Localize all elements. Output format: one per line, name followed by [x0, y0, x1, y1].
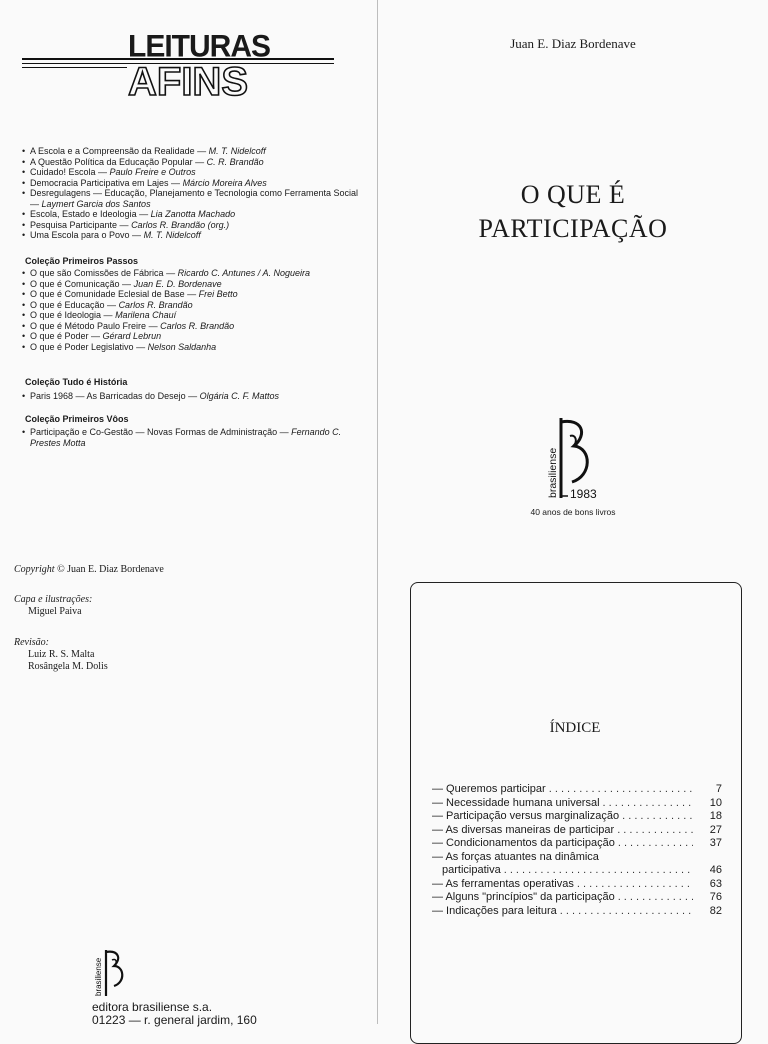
- book-title: Escola, Estado e Ideologia —: [30, 209, 151, 219]
- book-author: Lia Zanotta Machado: [150, 209, 236, 219]
- list-item: [22, 167, 362, 178]
- toc-row: [432, 878, 722, 892]
- book-title: A Escola e a Compreensão da Realidade —: [30, 146, 209, 156]
- cover-name: Miguel Paiva: [28, 606, 82, 617]
- list-item: [22, 310, 362, 321]
- book-author: Carlos R. Brandão: [160, 320, 235, 331]
- revision-credit: [14, 637, 108, 673]
- revision-name: Luiz R. S. Malta: [28, 649, 95, 660]
- book-author: Gérard Lebrun: [102, 331, 162, 341]
- book-author: Laymert Garcia dos Santos: [41, 198, 151, 209]
- list-item: [22, 209, 362, 220]
- book-author: Paulo Freire e Outros: [109, 167, 196, 177]
- book-title: Uma Escola para o Povo —: [30, 230, 144, 240]
- list-item: [22, 146, 362, 157]
- book-author: Marilena Chauí: [115, 310, 177, 320]
- list-item: [22, 178, 362, 189]
- book-author: Carlos R. Brandão: [118, 299, 193, 310]
- list-item: [22, 331, 362, 342]
- toc-leader-dots: [618, 837, 693, 849]
- book-author: Juan E. D. Bordenave: [133, 278, 222, 289]
- toc-page-number: 27: [709, 823, 722, 836]
- toc-page-number: 18: [709, 810, 722, 822]
- toc-page-number: 63: [709, 877, 722, 890]
- toc-row: [432, 783, 722, 797]
- toc-page-number: 76: [709, 891, 722, 903]
- book-author: Carlos R. Brandão (org.): [131, 219, 230, 230]
- toc-row: [432, 851, 722, 865]
- list-item: [22, 289, 362, 300]
- section-heading: Coleção Primeiros Passos: [25, 256, 139, 266]
- logo-word: brasiliense: [547, 447, 559, 498]
- book-author: Juan E. Diaz Bordenave: [510, 36, 636, 51]
- toc-entry-title: — Participação versus marginalização: [432, 810, 620, 822]
- publisher-tagline: 40 anos de bons livros: [530, 507, 616, 517]
- toc-leader-dots: [504, 864, 693, 876]
- brasiliense-logo-mark: [94, 950, 122, 996]
- revision-label: Revisão:: [14, 637, 49, 648]
- toc-row: [432, 891, 722, 905]
- toc-entry-title: — Alguns "princípios" da participação: [432, 891, 615, 903]
- toc-page-number: 82: [709, 904, 722, 917]
- toc-leader-dots: [603, 797, 693, 809]
- index-heading: ÍNDICE: [549, 720, 601, 736]
- book-title: Pesquisa Participante —: [30, 219, 132, 230]
- toc-entry-title: — As ferramentas operativas: [432, 877, 574, 890]
- book-title: Paris 1968 — As Barricadas do Desejo —: [30, 391, 200, 401]
- book-title: O que é Ideologia —: [30, 310, 116, 320]
- publisher-address: 01223 — r. general jardim, 160: [92, 1013, 257, 1027]
- book-title: Democracia Participativa em Lajes —: [30, 177, 183, 188]
- list-item: [22, 391, 362, 402]
- cover-credit: [14, 594, 92, 618]
- copyright-text: © Juan E. Diaz Bordenave: [57, 564, 164, 575]
- list-item: [22, 427, 362, 448]
- book-title: Desregulagens — Educação, Planejamento e Tecnologia como Ferramenta Social —: [30, 188, 359, 209]
- book-author: C. R. Brandão: [206, 156, 264, 167]
- book-title-line2: PARTICIPAÇÃO: [478, 214, 668, 243]
- toc-leader-dots: [560, 905, 693, 917]
- toc-entry-title: — Condicionamentos da participação: [432, 837, 615, 849]
- book-title: O que é Educação —: [30, 299, 119, 310]
- book-title: [378, 178, 768, 246]
- toc-row: [432, 824, 722, 838]
- toc-row: [432, 797, 722, 811]
- book-title-line1: O QUE É: [520, 180, 626, 209]
- copyright-line: [14, 564, 164, 576]
- toc-leader-dots: [618, 891, 693, 903]
- toc-page-number: 46: [709, 864, 722, 876]
- section-heading: Coleção Primeiros Vôos: [25, 414, 129, 424]
- toc-leader-dots: [577, 878, 693, 890]
- toc-entry-title: — As diversas maneiras de participar: [432, 823, 615, 836]
- list-item: [22, 230, 362, 241]
- copyright-label: Copyright: [14, 564, 55, 575]
- table-of-contents: [432, 783, 722, 918]
- brasiliense-logo: [92, 946, 136, 1003]
- book-title: O que é Poder —: [30, 331, 103, 341]
- list-item: [22, 220, 362, 231]
- book-title: O que é Poder Legislativo —: [30, 341, 148, 352]
- primeiros-voos-list: [22, 427, 362, 448]
- toc-entry-title: — As forças atuantes na dinâmica: [432, 850, 599, 863]
- toc-row: [432, 864, 722, 878]
- list-item: [22, 321, 362, 332]
- toc-entry-title: — Indicações para leitura: [432, 904, 557, 917]
- toc-page-number: 37: [709, 837, 722, 849]
- series-list: [22, 146, 362, 241]
- book-title: O que são Comissões de Fábrica —: [30, 268, 178, 278]
- book-author: Olgária C. F. Mattos: [199, 391, 279, 401]
- series-logo-line2: AFINS: [128, 60, 248, 104]
- toc-leader-dots: [617, 824, 693, 836]
- section-heading: Coleção Tudo é História: [25, 377, 128, 387]
- book-title: A Questão Política da Educação Popular —: [30, 156, 207, 167]
- logo-word: brasiliense: [94, 957, 103, 996]
- toc-entry-title: — Queremos participar: [432, 783, 546, 795]
- logo-year: 1983: [570, 487, 597, 501]
- list-item: [22, 279, 362, 290]
- book-author: Márcio Moreira Alves: [182, 177, 267, 188]
- toc-page-number: 7: [715, 783, 722, 795]
- book-title: O que é Método Paulo Freire —: [30, 320, 161, 331]
- series-logo-line1: LEITURAS: [128, 29, 270, 64]
- toc-row: [432, 810, 722, 824]
- revision-name: Rosângela M. Dolis: [28, 661, 108, 672]
- book-author: M. T. Nidelcoff: [143, 230, 201, 240]
- book-author: Frei Betto: [198, 289, 238, 299]
- tudo-historia-list: [22, 391, 362, 402]
- book-title: O que é Comunicação —: [30, 278, 134, 289]
- toc-row: [432, 905, 722, 919]
- book-author: Nelson Saldanha: [147, 341, 217, 352]
- toc-leader-dots: [622, 810, 693, 822]
- logo-rule: [22, 67, 127, 68]
- list-item: [22, 188, 362, 209]
- list-item: [22, 268, 362, 279]
- book-title: Participação e Co-Gestão — Novas Formas de Administração —: [30, 427, 292, 437]
- list-item: [22, 300, 362, 311]
- list-item: [22, 157, 362, 168]
- book-author: M. T. Nidelcoff: [208, 146, 266, 156]
- list-item: [22, 342, 362, 353]
- toc-page-number: 10: [709, 796, 722, 809]
- book-author: Fernando C. Prestes Motta: [30, 427, 342, 448]
- publisher-name: editora brasiliense s.a.: [92, 1000, 213, 1014]
- book-title: O que é Comunidade Eclesial de Base —: [30, 289, 199, 299]
- brasiliense-logo-large: [540, 414, 630, 507]
- toc-entry-title: participativa: [442, 864, 501, 876]
- book-author: Ricardo C. Antunes / A. Nogueira: [177, 268, 310, 278]
- book-title: Cuidado! Escola —: [30, 167, 110, 177]
- toc-row: [432, 837, 722, 851]
- cover-label: Capa e ilustrações:: [14, 594, 93, 605]
- toc-leader-dots: [549, 783, 693, 795]
- primeiros-passos-list: [22, 268, 362, 352]
- toc-entry-title: — Necessidade humana universal: [432, 796, 600, 809]
